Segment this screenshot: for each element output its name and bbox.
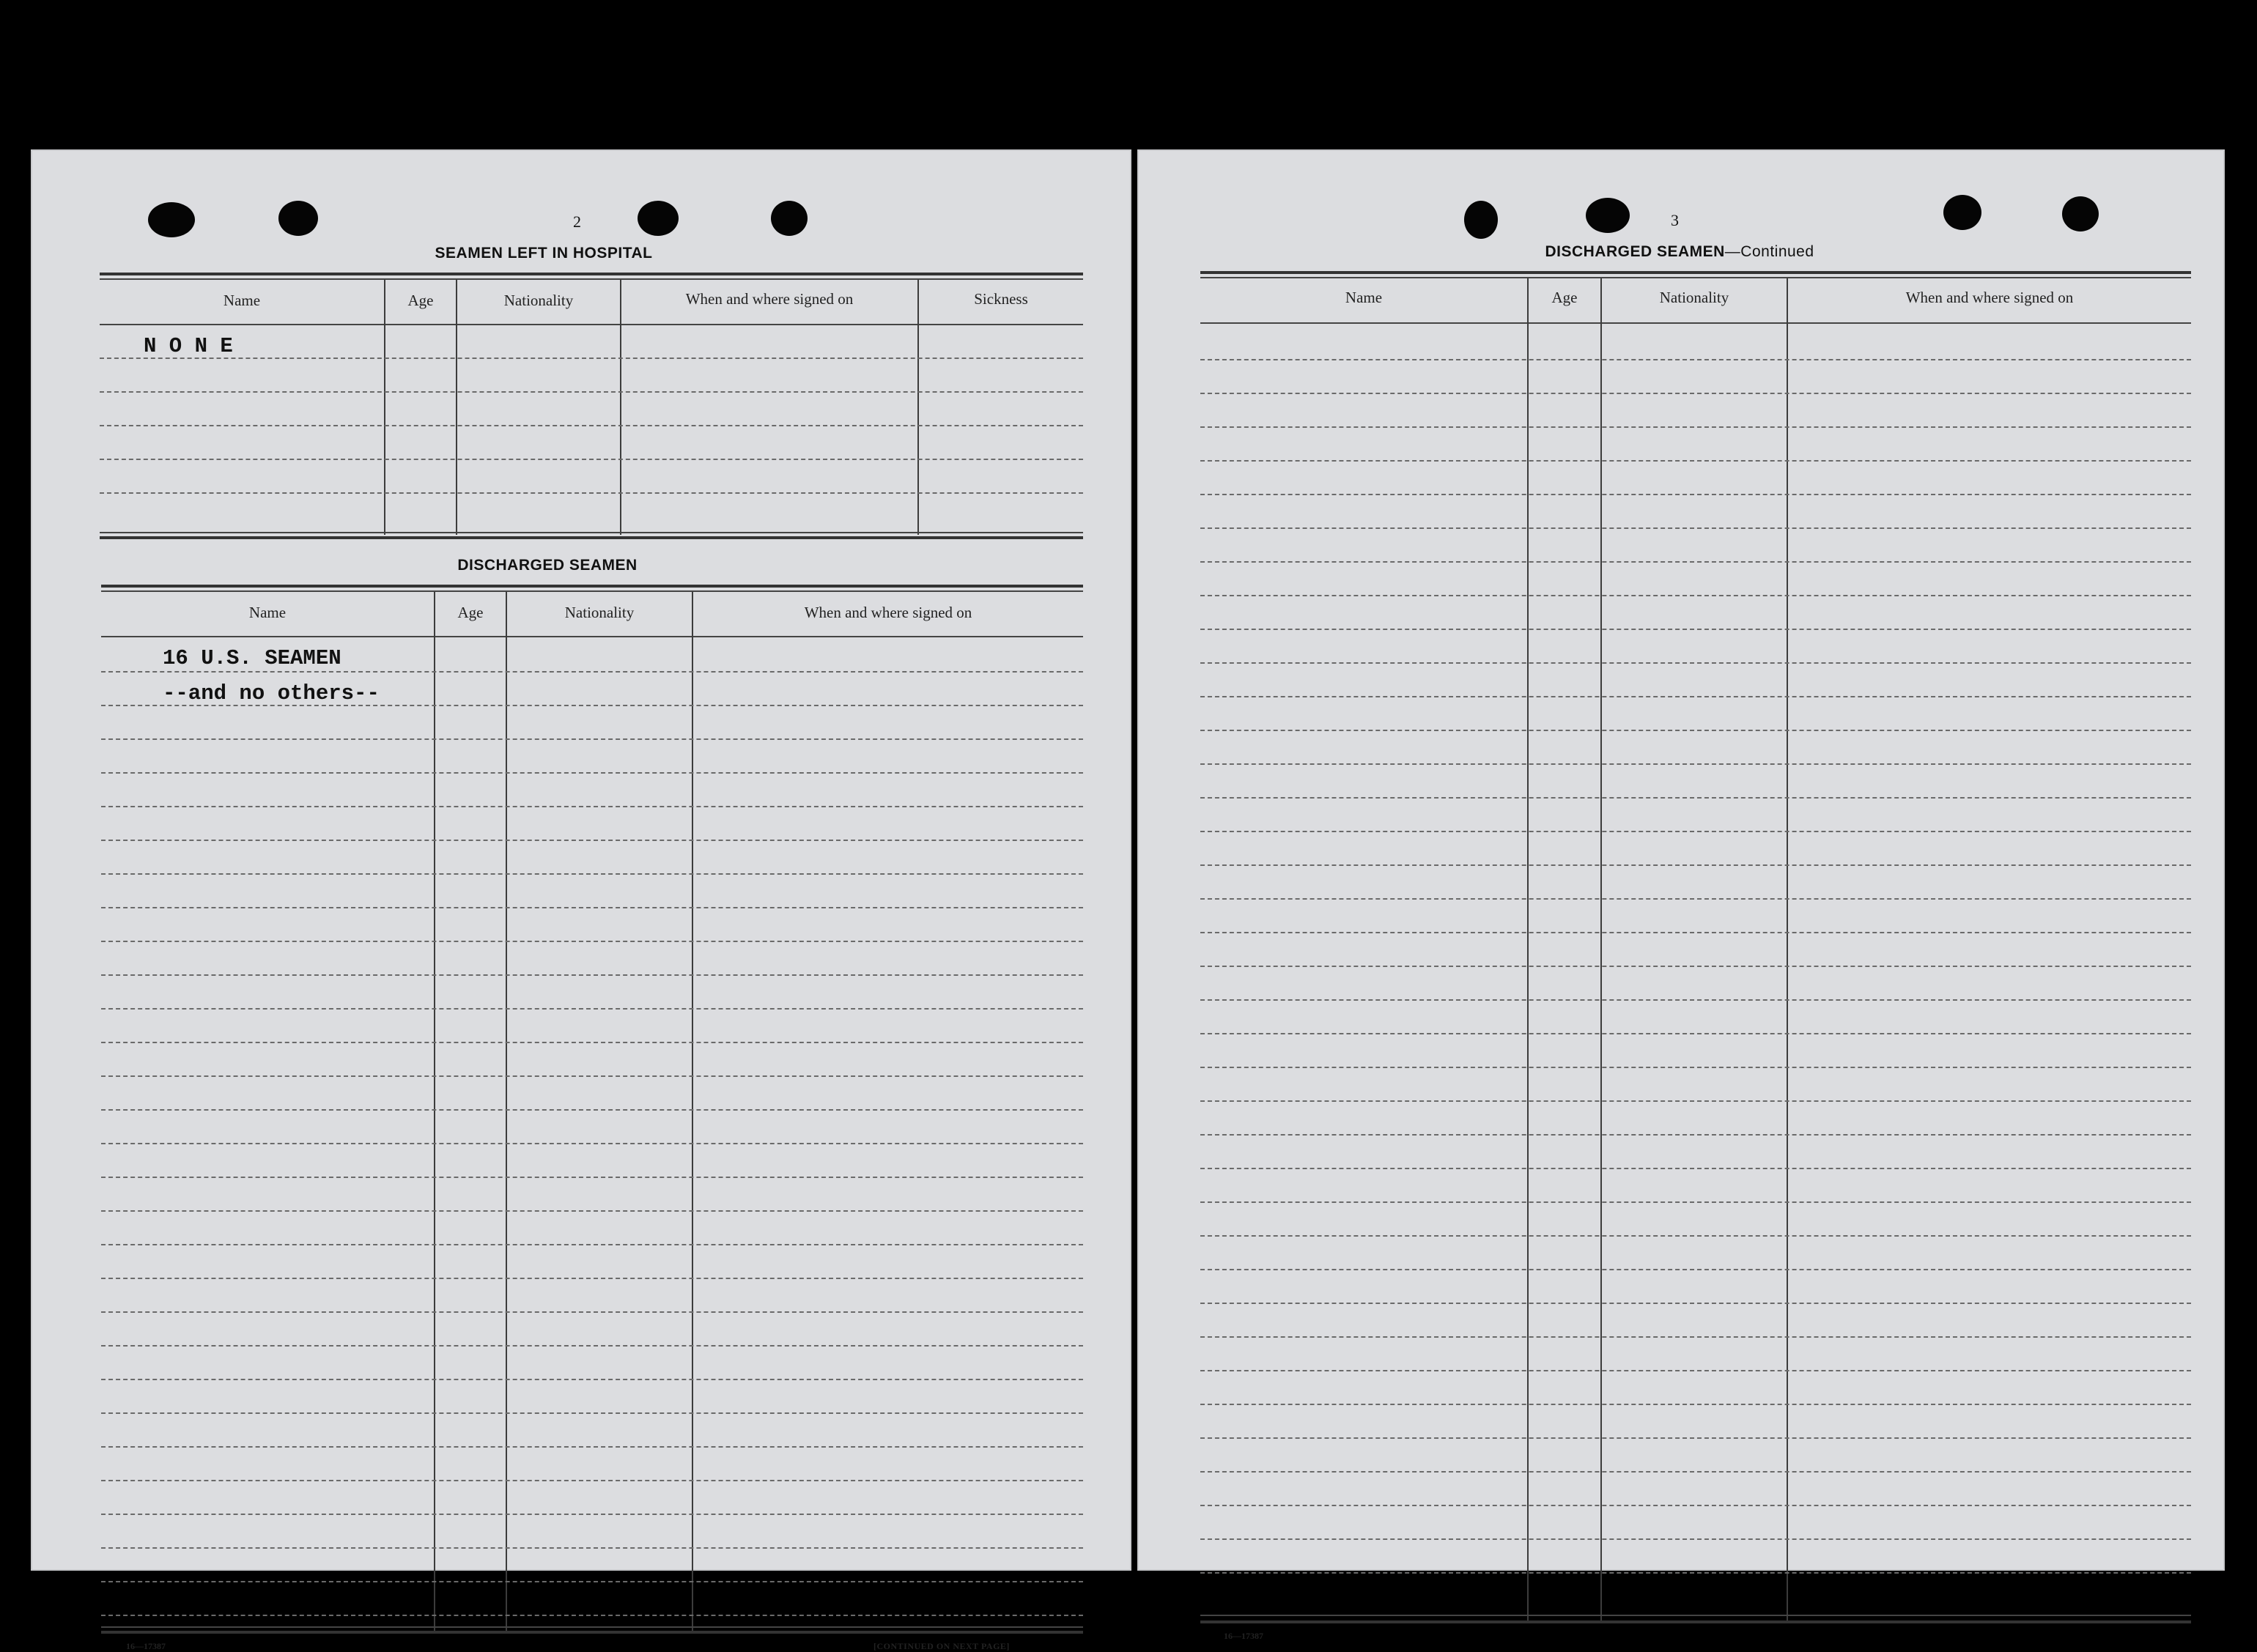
ruled-line (100, 358, 1083, 359)
table-rule (100, 273, 1083, 275)
ruled-line (1200, 1404, 2191, 1405)
col-name: Name (1345, 289, 1383, 306)
ruled-line (101, 806, 1083, 807)
ruled-line (1200, 1168, 2191, 1169)
ruled-line (1200, 595, 2191, 596)
header-rule (1200, 322, 2191, 324)
ruled-line (1200, 1370, 2191, 1371)
ruled-line (1200, 831, 2191, 832)
ruled-line (101, 772, 1083, 774)
ruled-line (101, 1109, 1083, 1111)
page-number: 2 (573, 212, 581, 231)
discharged-col-name: Name (248, 604, 287, 621)
hospital-col-age: Age (407, 292, 434, 309)
ruled-line (1200, 1437, 2191, 1439)
ruled-line (1200, 494, 2191, 495)
ruled-line (1200, 393, 2191, 394)
ruled-line (101, 873, 1083, 875)
punch-hole (1943, 195, 1981, 230)
punch-hole (771, 201, 808, 236)
ruled-line (101, 1345, 1083, 1347)
ruled-line (1200, 864, 2191, 866)
ruled-line (100, 459, 1083, 460)
discharged-entry-line2: --and no others-- (163, 681, 380, 705)
table-rule (101, 1631, 1083, 1634)
ruled-line (101, 1177, 1083, 1178)
ruled-line (101, 1480, 1083, 1481)
form-code: 16—17387 (126, 1641, 166, 1651)
punch-hole (1586, 198, 1630, 233)
table-rule (100, 278, 1083, 280)
hospital-col-sickness: Sickness (974, 290, 1028, 308)
ruled-line (1200, 797, 2191, 799)
ruled-line (1200, 1303, 2191, 1304)
left-page (31, 149, 1131, 1651)
discharged-continued-title (1430, 243, 1929, 261)
ruled-line (1200, 1269, 2191, 1270)
title-main: DISCHARGED SEAMEN (1545, 243, 1725, 260)
hospital-col-nationality: Nationality (503, 292, 574, 309)
ruled-line (1200, 1235, 2191, 1237)
punch-hole (638, 201, 679, 236)
ruled-line (101, 907, 1083, 908)
punch-hole (1464, 201, 1498, 239)
title-continued: —Continued (1724, 243, 1814, 260)
column-divider (1527, 278, 1529, 1623)
ruled-line (1200, 966, 2191, 967)
column-divider (434, 592, 435, 1634)
ruled-line (1200, 932, 2191, 933)
discharged-entry-line1: 16 U.S. SEAMEN (163, 646, 341, 670)
column-divider (620, 280, 621, 535)
ruled-line (1200, 662, 2191, 664)
ruled-line (1200, 1033, 2191, 1034)
ruled-line (101, 738, 1083, 740)
ruled-line (101, 1615, 1083, 1616)
table-rule (1200, 277, 2191, 278)
column-divider (917, 280, 919, 535)
ruled-line (1200, 1134, 2191, 1136)
ruled-line (1200, 1067, 2191, 1068)
header-rule (100, 324, 1083, 325)
ruled-line (1200, 1572, 2191, 1574)
ruled-line (1200, 730, 2191, 731)
ruled-line (1200, 696, 2191, 697)
ruled-line (101, 840, 1083, 841)
ruled-line (101, 1514, 1083, 1515)
col-signed-on: When and where signed on (1905, 289, 2074, 306)
discharged-col-age: Age (457, 604, 484, 621)
ruled-line (1200, 527, 2191, 529)
col-nationality: Nationality (1659, 289, 1729, 306)
ruled-line (1200, 1100, 2191, 1102)
ruled-line (1200, 898, 2191, 900)
hospital-entry: N O N E (144, 334, 233, 358)
ruled-line (101, 1210, 1083, 1212)
column-divider (456, 280, 457, 535)
ruled-line (101, 1446, 1083, 1448)
column-divider (1600, 278, 1602, 1623)
ruled-line (101, 1244, 1083, 1245)
ruled-line (101, 1008, 1083, 1010)
ruled-line (1200, 1336, 2191, 1338)
header-rule (101, 636, 1083, 637)
table-rule (1200, 1615, 2191, 1616)
right-page (1137, 149, 2225, 1641)
ruled-line (1200, 1471, 2191, 1473)
table-rule (101, 585, 1083, 588)
ruled-line (101, 941, 1083, 942)
hospital-section-title: SEAMEN LEFT IN HOSPITAL (435, 245, 653, 262)
discharged-col-nationality: Nationality (564, 604, 635, 621)
form-code: 16—17387 (1224, 1631, 1263, 1641)
ruled-line (1200, 1538, 2191, 1540)
ruled-line (101, 1075, 1083, 1077)
ruled-line (1200, 426, 2191, 428)
table-rule (101, 1626, 1083, 1628)
ruled-line (101, 671, 1083, 673)
ruled-line (1200, 359, 2191, 360)
ruled-line (1200, 999, 2191, 1001)
page-number: 3 (1671, 211, 1679, 229)
ruled-line (100, 492, 1083, 494)
ruled-line (100, 391, 1083, 393)
hospital-col-name: Name (223, 292, 261, 309)
ruled-line (101, 1581, 1083, 1582)
ruled-line (100, 425, 1083, 426)
ruled-line (101, 1412, 1083, 1414)
ruled-line (1200, 763, 2191, 765)
column-divider (692, 592, 693, 1634)
ruled-line (101, 1042, 1083, 1043)
ruled-line (1200, 1505, 2191, 1506)
ruled-line (1200, 561, 2191, 563)
discharged-section-title: DISCHARGED SEAMEN (457, 557, 638, 574)
ruled-line (101, 1379, 1083, 1380)
table-rule (1200, 271, 2191, 274)
column-divider (384, 280, 385, 535)
punch-hole (148, 202, 195, 237)
column-divider (1787, 278, 1788, 1623)
table-rule (1200, 1620, 2191, 1623)
column-divider (506, 592, 507, 1634)
ruled-line (1200, 629, 2191, 630)
ruled-line (1200, 460, 2191, 462)
continued-note: [CONTINUED ON NEXT PAGE] (873, 1641, 1010, 1651)
ruled-line (101, 1278, 1083, 1279)
ruled-line (1200, 1201, 2191, 1203)
table-rule (100, 532, 1083, 533)
punch-hole (278, 201, 318, 236)
col-age: Age (1551, 289, 1578, 306)
ruled-line (101, 1311, 1083, 1313)
ruled-line (101, 1547, 1083, 1549)
punch-hole (2062, 196, 2099, 231)
hospital-col-signed-on: When and where signed on (685, 290, 854, 308)
discharged-col-signed-on: When and where signed on (804, 604, 972, 621)
ruled-line (101, 974, 1083, 976)
table-rule (100, 536, 1083, 539)
table-rule (101, 590, 1083, 592)
ruled-line (101, 1143, 1083, 1144)
